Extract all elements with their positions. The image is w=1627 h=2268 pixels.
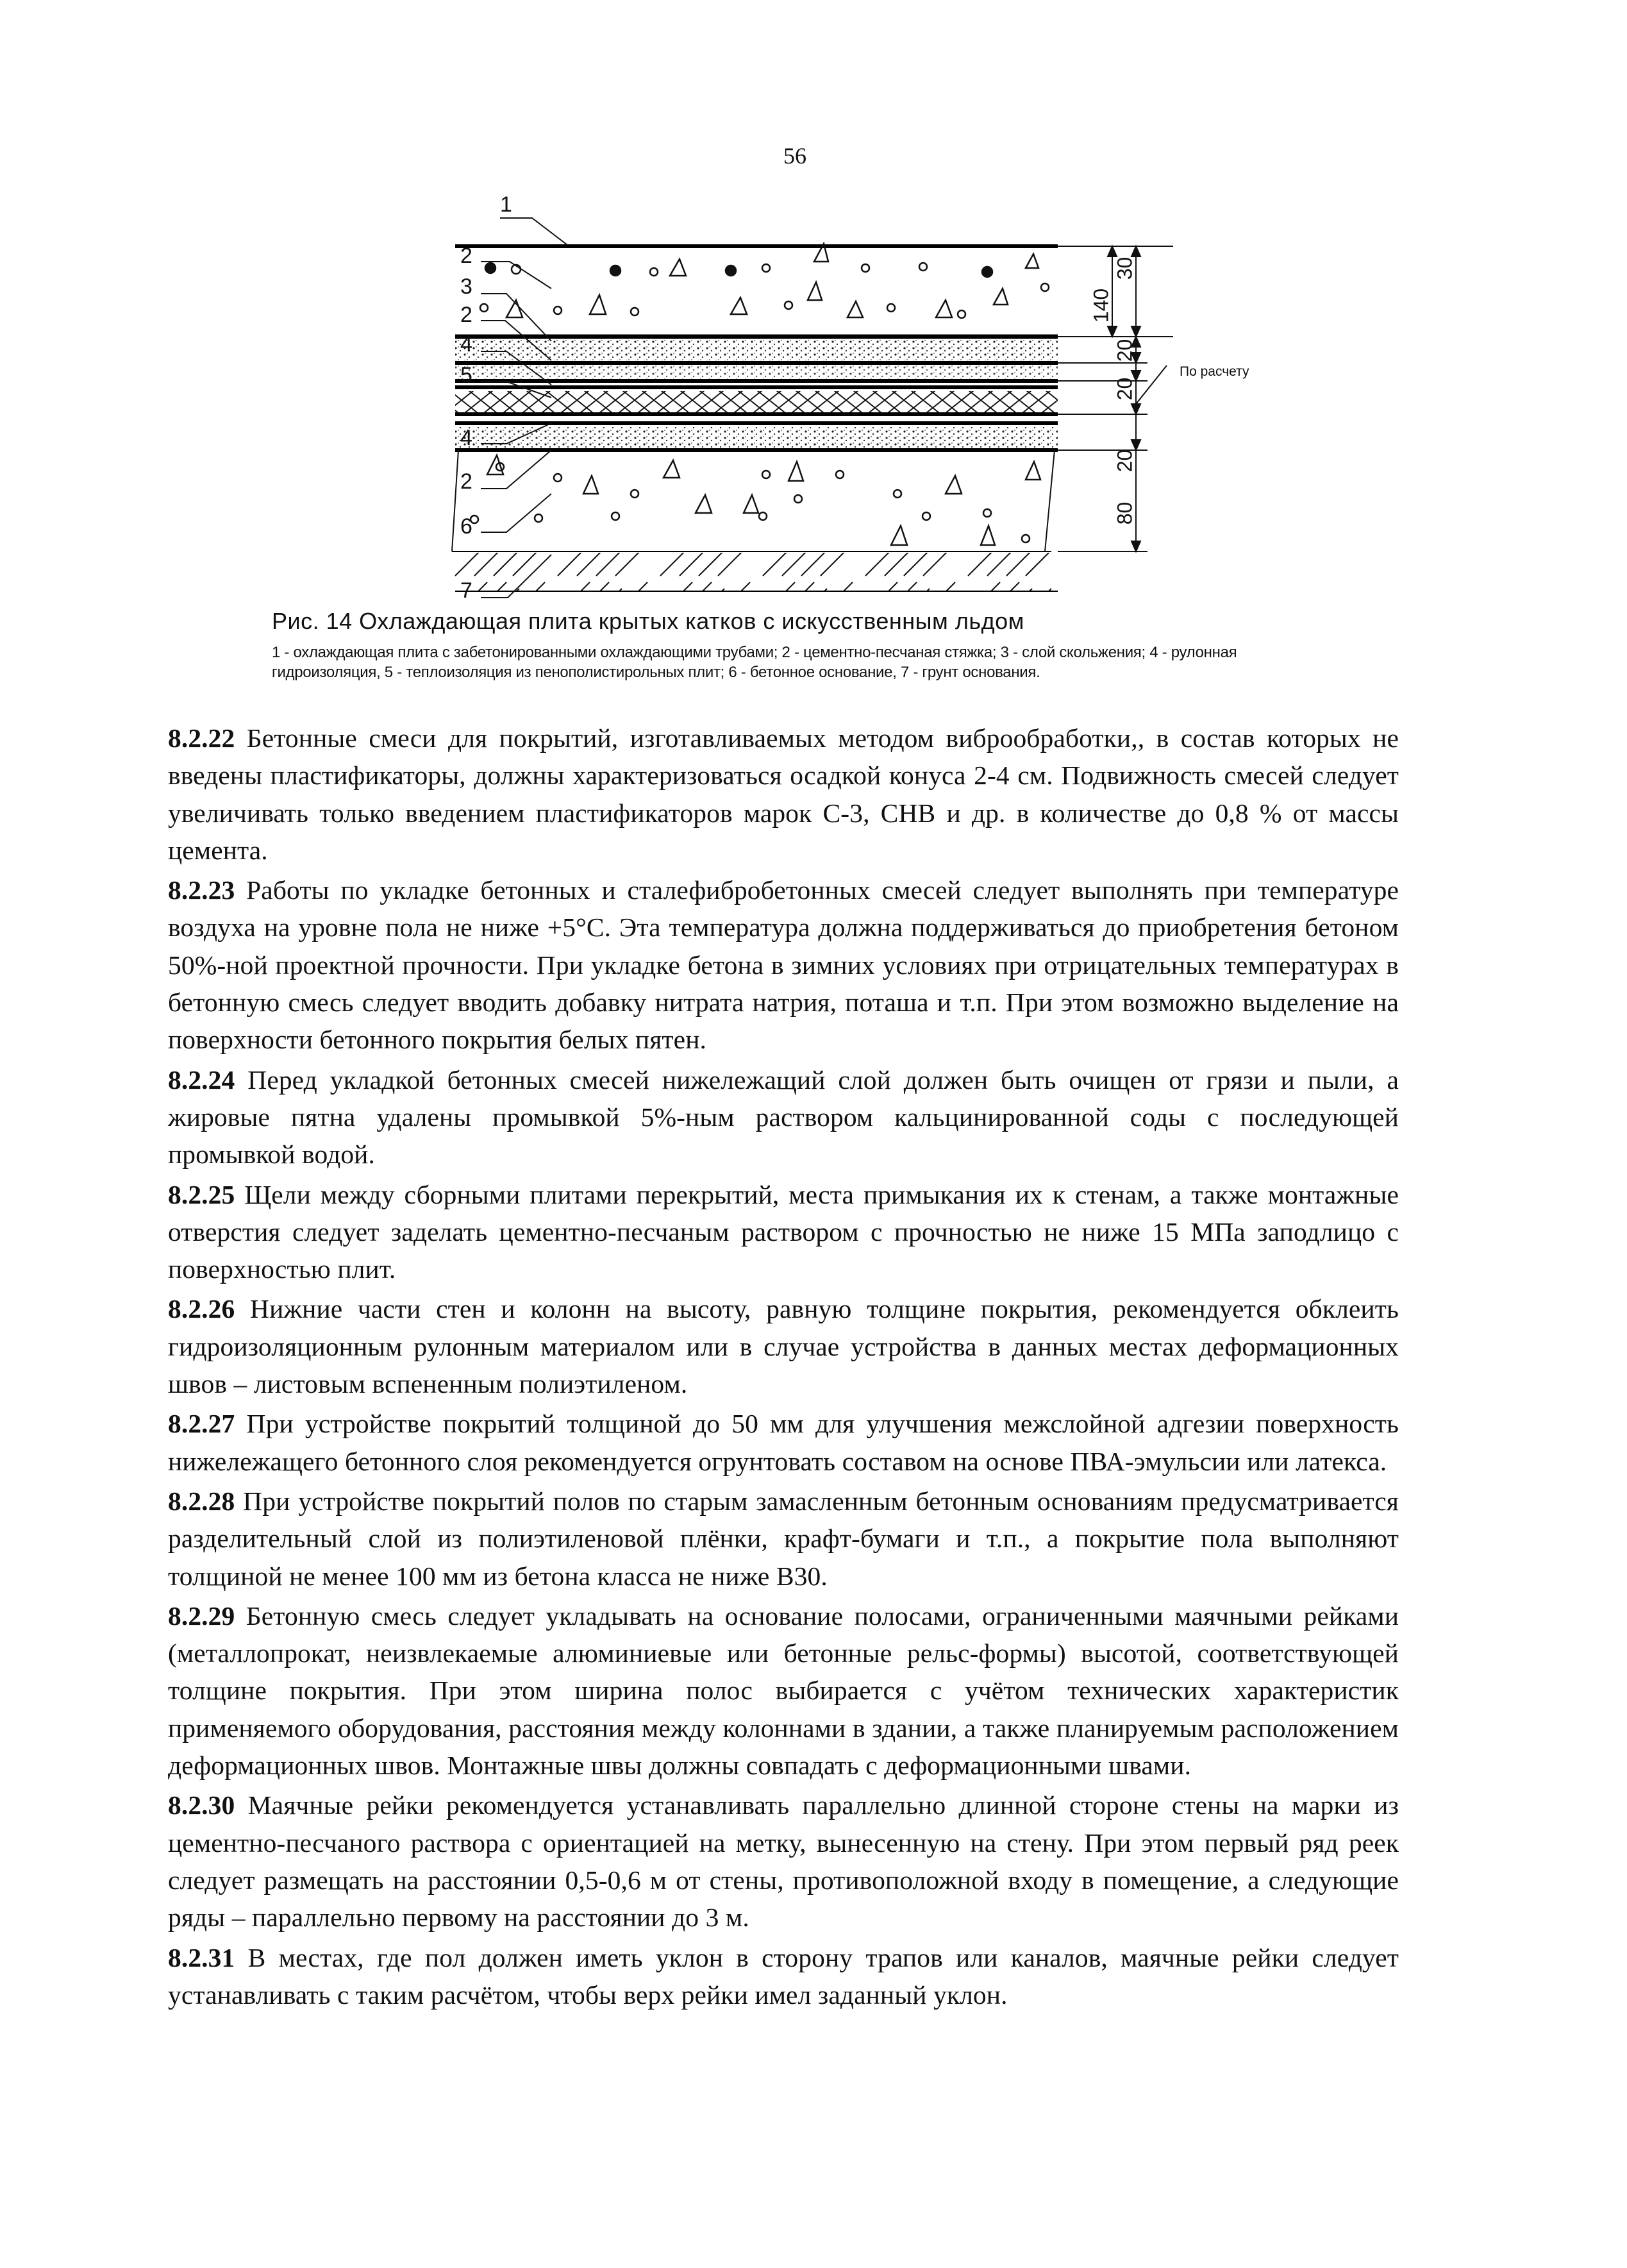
paragraph-8-2-24 — [168, 1061, 1399, 1173]
calculation-note: По расчету — [1180, 364, 1249, 379]
screed-layer-upper — [455, 340, 1058, 360]
paragraph-text: Работы по укладке бетонных и сталефибробетонных смесей следует выполнять при температуре воздуха на уровне пола не ниже +5°С. Эта температура должна поддерживаться до приобретения бетоном 50%-ной проектной прочности. При укладке бетона в зимних условиях при отрицательных температурах в бетонную смесь следует вводить добавку нитрата натрия, поташа и т.п. При этом возможно выделение на поверхности бетонного покрытия белых пятен. — [168, 875, 1399, 1055]
paragraph-8-2-22 — [168, 719, 1399, 869]
paragraph-number: 8.2.23 — [168, 875, 235, 905]
paragraph-8-2-29 — [168, 1597, 1399, 1784]
paragraph-8-2-31 — [168, 1939, 1399, 2014]
soil-layer — [452, 553, 1051, 591]
paragraph-8-2-28 — [168, 1483, 1399, 1595]
callout-label: 4 — [460, 426, 472, 450]
paragraph-number: 8.2.28 — [168, 1486, 235, 1516]
callout-label: 2 — [460, 303, 472, 327]
callout-label: 1 — [500, 192, 512, 217]
callout-label: 4 — [460, 332, 472, 357]
paragraph-text: Маячные рейки рекомендуется устанавливать параллельно длинной стороне стены на марки из цементно-песчаного раствора с ориентацией на метку, вынесенную на стену. При этом первый ряд реек следует размещать на расстоянии 0,5-0,6 м от стены, противоположной входу в помещение, а следующие ряды – параллельно первому на расстоянии до 3 м. — [168, 1790, 1399, 1933]
paragraph-8-2-26 — [168, 1290, 1399, 1402]
paragraph-8-2-23 — [168, 871, 1399, 1058]
callout-label: 5 — [460, 363, 472, 387]
paragraph-number: 8.2.24 — [168, 1064, 235, 1095]
cooling-slab-layer — [455, 244, 1058, 337]
dimension-label: 30 — [1113, 256, 1137, 280]
paragraph-text: Нижние части стен и колонн на высоту, равную толщине покрытия, рекомендуется обклеить гидроизоляционным рулонным материалом или в случае устройства в данных местах деформационных швов – листовым вспененным полиэтиленом. — [168, 1294, 1399, 1399]
paragraph-8-2-30 — [168, 1786, 1399, 1936]
dimension-label: 140 — [1089, 288, 1113, 323]
floor-section-drawing — [346, 192, 1308, 616]
sliding-layer — [455, 365, 1058, 380]
figure-caption — [272, 608, 1323, 682]
paragraph-text: При устройстве покрытий полов по старым замасленным бетонным основаниям предусматривается разделительный слой из полиэтиленовой плёнки, крафт-бумаги и т.п., а покрытие пола выполняют толщиной не менее 100 мм из бетона класса не ниже В30. — [168, 1486, 1399, 1591]
paragraph-text: При устройстве покрытий толщиной до 50 мм для улучшения межслойной адгезии поверхность нижележащего бетонного слоя рекомендуется огрунтовать составом на основе ПВА-эмульсии или латекса. — [168, 1409, 1399, 1476]
paragraph-text: В местах, где пол должен иметь уклон в сторону трапов или каналов, маячные рейки следует устанавливать с таким расчётом, чтобы верх рейки имел заданный уклон. — [168, 1942, 1399, 2010]
paragraph-text: Бетонную смесь следует укладывать на основание полосами, ограниченными маячными рейками (металлопрокат, неизвлекаемые алюминиевые или бетонные рельс-формы) высотой, соответствующей толщине покрытия. При этом ширина полос выбирается с учётом технических характеристик применяемого оборудования, расстояния между колоннами в здании, а также планируемым расположением деформационных швов. Монтажные швы должны совпадать с деформационными швами. — [168, 1600, 1399, 1781]
caption-title: Рис. 14 Охлаждающая плита крытых катков с искусственным льдом — [272, 608, 1024, 634]
floor-section-figure — [346, 192, 1308, 616]
callout-label: 2 — [460, 244, 472, 268]
dimension-label: 20 — [1113, 377, 1137, 401]
paragraph-number: 8.2.27 — [168, 1409, 235, 1439]
callout-label: 6 — [460, 514, 472, 539]
paragraph-number: 8.2.22 — [168, 723, 235, 753]
paragraph-number: 8.2.26 — [168, 1294, 235, 1324]
callout-label: 7 — [460, 578, 472, 603]
paragraph-number: 8.2.30 — [168, 1790, 235, 1820]
insulation-layer — [455, 391, 1058, 413]
dimension-label: 80 — [1113, 501, 1137, 525]
paragraph-text: Бетонные смеси для покрытий, изготавливаемых методом виброобработки,, в состав которых не введены пластификаторы, должны характеризоваться осадкой конуса 2-4 см. Подвижность смесей следует увеличивать только введением пластификаторов марок С-3, СНВ и др. в количестве до 0,8 % от массы цемента. — [168, 723, 1399, 865]
caption-legend: 1 - охлаждающая плита с забетонированными охлаждающими трубами; 2 - цементно-песчаная стяжка; 3 - слой скольжения; 4 - рулонная гидроизоляция, 5 - теплоизоляция из пенополистирольных плит; 6 - бетонное основание, 7 - грунт основания. — [272, 644, 1237, 681]
callout-label: 2 — [460, 469, 472, 494]
dimension-label: 20 — [1113, 339, 1137, 362]
paragraph-text: Перед укладкой бетонных смесей нижележащий слой должен быть очищен от грязи и пыли, а жировые пятна удалены промывкой 5%-ным раствором кальцинированной соды с последующей промывкой водой. — [168, 1064, 1399, 1170]
paragraph-number: 8.2.29 — [168, 1600, 235, 1631]
paragraph-8-2-25 — [168, 1176, 1399, 1288]
paragraph-number: 8.2.25 — [168, 1179, 235, 1209]
screed-layer-lower — [455, 427, 1058, 449]
body-text — [168, 719, 1399, 2246]
callout-label: 3 — [460, 274, 472, 299]
paragraph-number: 8.2.31 — [168, 1942, 235, 1972]
paragraph-text: Щели между сборными плитами перекрытий, места примыкания их к стенам, а также монтажные отверстия следует заделать цементно-песчаным раствором с прочностью не ниже 15 МПа заподлицо с поверхностью плит. — [168, 1179, 1399, 1284]
paragraph-8-2-27 — [168, 1405, 1399, 1480]
page-number: 56 — [783, 143, 806, 169]
dimension-label: 20 — [1113, 449, 1137, 473]
